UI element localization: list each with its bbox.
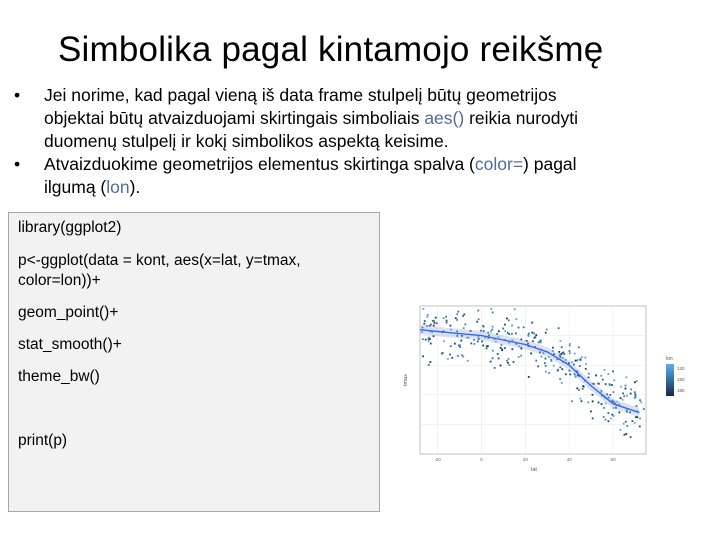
data-point bbox=[464, 323, 466, 325]
data-point bbox=[500, 365, 502, 367]
bullet-list bbox=[14, 84, 704, 199]
data-point bbox=[575, 360, 577, 362]
keyword-aes: aes() bbox=[424, 108, 465, 128]
data-point bbox=[600, 375, 602, 377]
data-point bbox=[463, 313, 465, 315]
data-point bbox=[487, 345, 489, 347]
bullet-text: objektai būtų atvaizduojami skirtingais simboliais bbox=[44, 108, 425, 128]
data-point bbox=[585, 357, 587, 359]
data-point bbox=[632, 420, 634, 422]
data-point bbox=[497, 353, 499, 355]
data-point bbox=[456, 313, 458, 315]
data-point bbox=[578, 346, 580, 348]
data-point bbox=[461, 354, 463, 356]
data-point bbox=[450, 325, 452, 327]
data-point bbox=[534, 336, 536, 338]
data-point bbox=[422, 338, 424, 340]
data-point bbox=[470, 342, 472, 344]
data-point bbox=[634, 391, 636, 393]
data-point bbox=[492, 326, 494, 328]
x-tick-labels bbox=[434, 457, 616, 462]
data-point bbox=[601, 403, 603, 405]
data-point bbox=[508, 333, 510, 335]
data-point bbox=[622, 393, 624, 395]
y-axis-label: tmax bbox=[403, 374, 409, 386]
data-point bbox=[630, 393, 632, 395]
data-point bbox=[611, 384, 613, 386]
data-point bbox=[508, 358, 510, 360]
data-point bbox=[435, 317, 437, 319]
data-point bbox=[598, 402, 600, 404]
x-tick-label: -20 bbox=[434, 457, 441, 462]
data-point bbox=[613, 391, 615, 393]
data-point bbox=[609, 394, 611, 396]
data-point bbox=[553, 365, 555, 367]
data-point bbox=[625, 388, 627, 390]
data-point bbox=[504, 324, 506, 326]
data-point bbox=[602, 379, 604, 381]
bullet-text: Atvaizduokime geometrijos elementus skirtinga spalva ( bbox=[44, 154, 475, 174]
data-point bbox=[508, 364, 510, 366]
x-tick-label: 20 bbox=[522, 457, 528, 462]
legend-label: 180 bbox=[677, 388, 685, 393]
bullet-text: ). bbox=[129, 177, 141, 197]
data-point bbox=[504, 330, 506, 332]
data-point bbox=[578, 389, 580, 391]
data-point bbox=[459, 346, 461, 348]
data-point bbox=[511, 333, 513, 335]
data-point bbox=[537, 365, 539, 367]
data-point bbox=[535, 334, 537, 336]
data-point bbox=[422, 355, 424, 357]
data-point bbox=[434, 322, 436, 324]
data-point bbox=[490, 331, 492, 333]
data-point bbox=[446, 322, 448, 324]
data-point bbox=[623, 395, 625, 397]
code-line-color: color=lon))+ bbox=[18, 272, 101, 289]
data-point bbox=[546, 329, 548, 331]
data-point bbox=[592, 400, 594, 402]
data-point bbox=[620, 397, 622, 399]
data-point bbox=[498, 330, 500, 332]
data-point bbox=[447, 358, 449, 360]
data-point bbox=[511, 348, 513, 350]
data-point bbox=[623, 423, 625, 425]
data-point bbox=[491, 329, 493, 331]
data-point bbox=[579, 359, 581, 361]
data-point bbox=[540, 340, 542, 342]
data-point bbox=[626, 425, 628, 427]
data-point bbox=[425, 339, 427, 341]
data-point bbox=[490, 361, 492, 363]
data-point bbox=[560, 340, 562, 342]
data-point bbox=[603, 416, 605, 418]
data-point bbox=[515, 318, 517, 320]
data-point bbox=[463, 327, 465, 329]
legend-label: 150 bbox=[677, 377, 685, 382]
data-point bbox=[456, 319, 458, 321]
data-point bbox=[504, 347, 506, 349]
data-point bbox=[427, 314, 429, 316]
code-line-geom-point: geom_point()+ bbox=[18, 304, 119, 321]
bullet-line bbox=[44, 153, 704, 176]
plot-panel bbox=[420, 306, 646, 454]
data-point bbox=[587, 401, 589, 403]
data-point bbox=[619, 429, 621, 431]
bullet-text: ilgumą ( bbox=[44, 177, 107, 197]
legend-title: lon bbox=[666, 356, 673, 362]
bullet-text: ) pagal bbox=[523, 154, 577, 174]
data-point bbox=[423, 308, 425, 310]
data-point bbox=[580, 398, 582, 400]
data-point bbox=[457, 311, 459, 313]
data-point bbox=[502, 328, 504, 330]
data-point bbox=[565, 373, 567, 375]
data-point bbox=[450, 345, 452, 347]
data-point bbox=[592, 394, 594, 396]
data-point bbox=[545, 371, 547, 373]
data-point bbox=[481, 341, 483, 343]
data-point bbox=[476, 321, 478, 323]
code-line-theme: theme_bw() bbox=[18, 368, 100, 385]
data-point bbox=[569, 352, 571, 354]
data-point bbox=[640, 401, 642, 403]
data-point bbox=[588, 377, 590, 379]
data-point bbox=[423, 323, 425, 325]
data-point bbox=[622, 399, 624, 401]
data-point bbox=[506, 318, 508, 320]
data-point bbox=[639, 399, 641, 401]
data-point bbox=[530, 353, 532, 355]
data-point bbox=[430, 324, 432, 326]
data-point bbox=[558, 351, 560, 353]
x-axis-label: lat bbox=[531, 467, 537, 473]
data-point bbox=[428, 341, 430, 343]
bullet-line: Jei norime, kad pagal vieną iš data frame stulpelį būtų geometrijos bbox=[44, 85, 557, 105]
data-point bbox=[528, 332, 530, 334]
data-point bbox=[625, 421, 627, 423]
data-point bbox=[467, 360, 469, 362]
data-point bbox=[518, 356, 520, 358]
data-point bbox=[571, 400, 573, 402]
data-point bbox=[626, 376, 628, 378]
data-point bbox=[582, 388, 584, 390]
data-point bbox=[561, 346, 563, 348]
data-point bbox=[607, 373, 609, 375]
data-point bbox=[528, 335, 530, 337]
data-point bbox=[569, 343, 571, 345]
bullet-line: duomenų stulpelį ir kokį simbolikos aspektą keisime. bbox=[44, 131, 449, 151]
data-point bbox=[613, 415, 615, 417]
data-point bbox=[592, 418, 594, 420]
data-point bbox=[462, 315, 464, 317]
bullet-line bbox=[44, 176, 704, 199]
data-point bbox=[634, 394, 636, 396]
data-point bbox=[636, 380, 638, 382]
data-point bbox=[545, 358, 547, 360]
data-point bbox=[579, 365, 581, 367]
data-point bbox=[523, 326, 525, 328]
data-point bbox=[540, 341, 542, 343]
data-point bbox=[609, 383, 611, 385]
data-point bbox=[433, 325, 435, 327]
data-point bbox=[532, 340, 534, 342]
keyword-color: color= bbox=[474, 154, 524, 174]
code-line-print: print(p) bbox=[18, 432, 68, 449]
bullet-marker: • bbox=[14, 154, 21, 174]
data-point bbox=[561, 382, 563, 384]
data-point bbox=[620, 386, 622, 388]
bullet-item-aes bbox=[14, 84, 704, 153]
data-point bbox=[538, 341, 540, 343]
data-point bbox=[560, 353, 562, 355]
data-point bbox=[531, 322, 533, 324]
data-point bbox=[492, 350, 494, 352]
bullet-item-color bbox=[14, 153, 704, 199]
data-point bbox=[477, 341, 479, 343]
data-point bbox=[595, 375, 597, 377]
data-point bbox=[613, 379, 615, 381]
data-point bbox=[643, 408, 645, 410]
data-point bbox=[426, 316, 428, 318]
data-point bbox=[428, 364, 430, 366]
data-point bbox=[507, 362, 509, 364]
data-point bbox=[455, 317, 457, 319]
data-point bbox=[612, 370, 614, 372]
data-point bbox=[518, 327, 520, 329]
data-point bbox=[545, 332, 547, 334]
data-point bbox=[430, 343, 432, 345]
data-point bbox=[514, 308, 516, 310]
data-point bbox=[634, 422, 636, 424]
data-point bbox=[569, 373, 571, 375]
data-point bbox=[520, 355, 522, 357]
data-point bbox=[544, 362, 546, 364]
slide-title: Simbolika pagal kintamojo reikšmę bbox=[58, 30, 604, 69]
legend bbox=[666, 356, 685, 396]
data-point bbox=[605, 383, 607, 385]
data-point bbox=[569, 350, 571, 352]
x-tick-label: 0 bbox=[480, 457, 483, 462]
data-point bbox=[618, 411, 620, 413]
data-point bbox=[511, 325, 513, 327]
legend-label: 120 bbox=[677, 366, 685, 371]
data-point bbox=[598, 383, 600, 385]
data-point bbox=[429, 361, 431, 363]
data-point bbox=[535, 360, 537, 362]
data-point bbox=[608, 412, 610, 414]
legend-labels bbox=[677, 366, 685, 393]
data-point bbox=[501, 349, 503, 351]
data-point bbox=[541, 356, 543, 358]
data-point bbox=[557, 370, 559, 372]
data-point bbox=[436, 322, 438, 324]
data-point bbox=[528, 376, 530, 378]
data-point bbox=[576, 387, 578, 389]
bullet-text: reikia nurodyti bbox=[464, 108, 579, 128]
data-point bbox=[424, 320, 426, 322]
data-point bbox=[457, 355, 459, 357]
data-point bbox=[460, 340, 462, 342]
data-point bbox=[454, 343, 456, 345]
bullet-line bbox=[44, 107, 704, 130]
data-point bbox=[635, 416, 637, 418]
code-line-library: library(ggplot2) bbox=[18, 219, 122, 236]
data-point bbox=[459, 344, 461, 346]
data-point bbox=[531, 332, 533, 334]
data-point bbox=[449, 354, 451, 356]
data-point bbox=[561, 368, 563, 370]
data-point bbox=[559, 378, 561, 380]
data-point bbox=[545, 365, 547, 367]
data-point bbox=[500, 347, 502, 349]
data-point bbox=[507, 332, 509, 334]
data-point bbox=[577, 359, 579, 361]
bullet-marker: • bbox=[14, 85, 21, 105]
data-point bbox=[603, 407, 605, 409]
data-point bbox=[625, 433, 627, 435]
data-point bbox=[625, 385, 627, 387]
data-point bbox=[474, 343, 476, 345]
data-point bbox=[630, 389, 632, 391]
data-point bbox=[432, 320, 434, 322]
data-point bbox=[443, 340, 445, 342]
data-point bbox=[569, 345, 571, 347]
x-tick-label: 40 bbox=[566, 457, 572, 462]
data-point bbox=[639, 418, 641, 420]
data-point bbox=[588, 373, 590, 375]
data-point bbox=[639, 426, 641, 428]
code-line-stat-smooth: stat_smooth()+ bbox=[18, 336, 122, 353]
data-point bbox=[605, 419, 607, 421]
data-point bbox=[482, 325, 484, 327]
data-point bbox=[563, 353, 565, 355]
data-point bbox=[548, 372, 550, 374]
data-point bbox=[582, 385, 584, 387]
data-point bbox=[630, 436, 632, 438]
data-point bbox=[515, 332, 517, 334]
code-line-ggplot: p<-ggplot(data = kont, aes(x=lat, y=tmax, bbox=[18, 252, 301, 269]
data-point bbox=[626, 395, 628, 397]
data-point bbox=[451, 357, 453, 359]
data-point bbox=[585, 363, 587, 365]
code-box bbox=[8, 212, 380, 512]
data-point bbox=[581, 400, 583, 402]
data-point bbox=[574, 353, 576, 355]
data-point bbox=[494, 367, 496, 369]
data-point bbox=[492, 357, 494, 359]
data-point bbox=[490, 308, 492, 310]
data-point bbox=[506, 360, 508, 362]
x-tick-label: 60 bbox=[610, 457, 616, 462]
data-point bbox=[445, 316, 447, 318]
data-point bbox=[442, 352, 444, 354]
data-point bbox=[558, 327, 560, 329]
data-point bbox=[492, 312, 494, 314]
data-point bbox=[604, 369, 606, 371]
keyword-lon: lon bbox=[106, 177, 130, 197]
data-point bbox=[478, 318, 480, 320]
legend-colorbar bbox=[666, 364, 674, 396]
data-point bbox=[585, 368, 587, 370]
data-point bbox=[428, 337, 430, 339]
data-point bbox=[446, 320, 448, 322]
data-point bbox=[533, 333, 535, 335]
data-point bbox=[608, 420, 610, 422]
data-point bbox=[559, 366, 561, 368]
data-point bbox=[610, 418, 612, 420]
data-point bbox=[477, 310, 479, 312]
data-point bbox=[624, 434, 626, 436]
data-point bbox=[634, 397, 636, 399]
data-point bbox=[590, 410, 592, 412]
data-point bbox=[634, 381, 636, 383]
data-point bbox=[498, 358, 500, 360]
data-point bbox=[443, 317, 445, 319]
data-point bbox=[552, 347, 554, 349]
data-point bbox=[513, 361, 515, 363]
data-point bbox=[486, 348, 488, 350]
data-point bbox=[551, 360, 553, 362]
scatter-chart bbox=[398, 296, 690, 474]
data-point bbox=[581, 356, 583, 358]
data-point bbox=[508, 319, 510, 321]
data-point bbox=[482, 345, 484, 347]
